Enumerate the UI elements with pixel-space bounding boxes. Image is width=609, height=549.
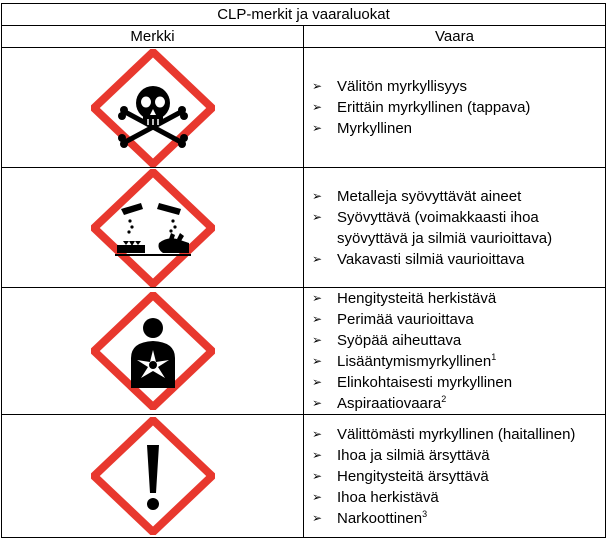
list-item: ➢ Ihoa ja silmiä ärsyttävä (312, 446, 490, 464)
header-hazard: Vaara (304, 26, 606, 48)
list-item: ➢ Vakavasti silmiä vaurioittava (312, 250, 525, 268)
corrosion-icon (91, 169, 215, 287)
pictogram-cell (2, 288, 304, 415)
arrow-bullet-icon: ➢ (312, 447, 323, 462)
arrow-bullet-icon: ➢ (312, 100, 323, 114)
arrow-bullet-icon: ➢ (312, 396, 323, 410)
list-item: ➢ Hengitysteitä ärsyttävä (312, 467, 489, 485)
arrow-bullet-icon: ➢ (312, 312, 323, 326)
table-title: CLP-merkit ja vaaraluokat (2, 4, 606, 26)
arrow-bullet-icon: ➢ (312, 426, 323, 441)
list-item: ➢ Narkoottinen$^3$ (312, 508, 428, 527)
table-row (2, 415, 606, 538)
arrow-bullet-icon: ➢ (312, 209, 323, 224)
arrow-bullet-icon: ➢ (312, 489, 323, 504)
list-item: ➢ Syövyttävä (voimakkaasti ihoa syövyttävä ja silmiä vaurioittava) (312, 208, 553, 247)
list-item: ➢ Erittäin myrkyllinen (tappava) (312, 99, 531, 116)
hazard-cell (304, 48, 606, 168)
footnote-mark: 1 (491, 352, 497, 362)
health-hazard-icon (91, 292, 215, 410)
arrow-bullet-icon: ➢ (312, 375, 323, 389)
hazard-list (312, 288, 605, 414)
arrow-bullet-icon: ➢ (312, 510, 323, 525)
list-item: ➢ Ihoa herkistävä (312, 488, 439, 506)
table-row (2, 48, 606, 168)
skull-crossbones-icon (91, 49, 215, 167)
arrow-bullet-icon: ➢ (312, 291, 323, 305)
header-symbol: Merkki (2, 26, 304, 48)
arrow-bullet-icon: ➢ (312, 251, 323, 266)
list-item: ➢ Myrkyllinen (312, 120, 413, 137)
arrow-bullet-icon: ➢ (312, 188, 323, 203)
footnote-mark: 3 (422, 508, 428, 519)
hazard-cell (304, 288, 606, 415)
footnote-mark: 2 (441, 394, 447, 404)
list-item: ➢ Perimää vaurioittava (312, 311, 474, 328)
list-item: ➢ Välitön myrkyllisyys (312, 78, 468, 95)
table-row (2, 168, 606, 288)
list-item: ➢ Elinkohtaisesti myrkyllinen (312, 374, 513, 391)
exclamation-mark-icon (91, 417, 215, 535)
hazard-list (312, 186, 605, 270)
pictogram-cell (2, 415, 304, 538)
list-item: ➢ Metalleja syövyttävät aineet (312, 187, 522, 205)
clp-table (1, 3, 606, 538)
hazard-cell (304, 168, 606, 288)
arrow-bullet-icon: ➢ (312, 333, 323, 347)
list-item: ➢ Hengitysteitä herkistävä (312, 290, 497, 307)
arrow-bullet-icon: ➢ (312, 354, 323, 368)
arrow-bullet-icon: ➢ (312, 79, 323, 93)
hazard-list (312, 76, 605, 139)
table-row (2, 288, 606, 415)
list-item: ➢ Aspiraatiovaara$^2$ (312, 394, 447, 412)
list-item: ➢ Välittömästi myrkyllinen (haitallinen) (312, 425, 576, 443)
arrow-bullet-icon: ➢ (312, 121, 323, 135)
list-item: ➢ Lisääntymismyrkyllinen$^1$ (312, 352, 497, 370)
hazard-cell (304, 415, 606, 538)
list-item: ➢ Syöpää aiheuttava (312, 332, 462, 349)
arrow-bullet-icon: ➢ (312, 468, 323, 483)
pictogram-cell (2, 168, 304, 288)
pictogram-cell (2, 48, 304, 168)
hazard-list (312, 424, 605, 529)
